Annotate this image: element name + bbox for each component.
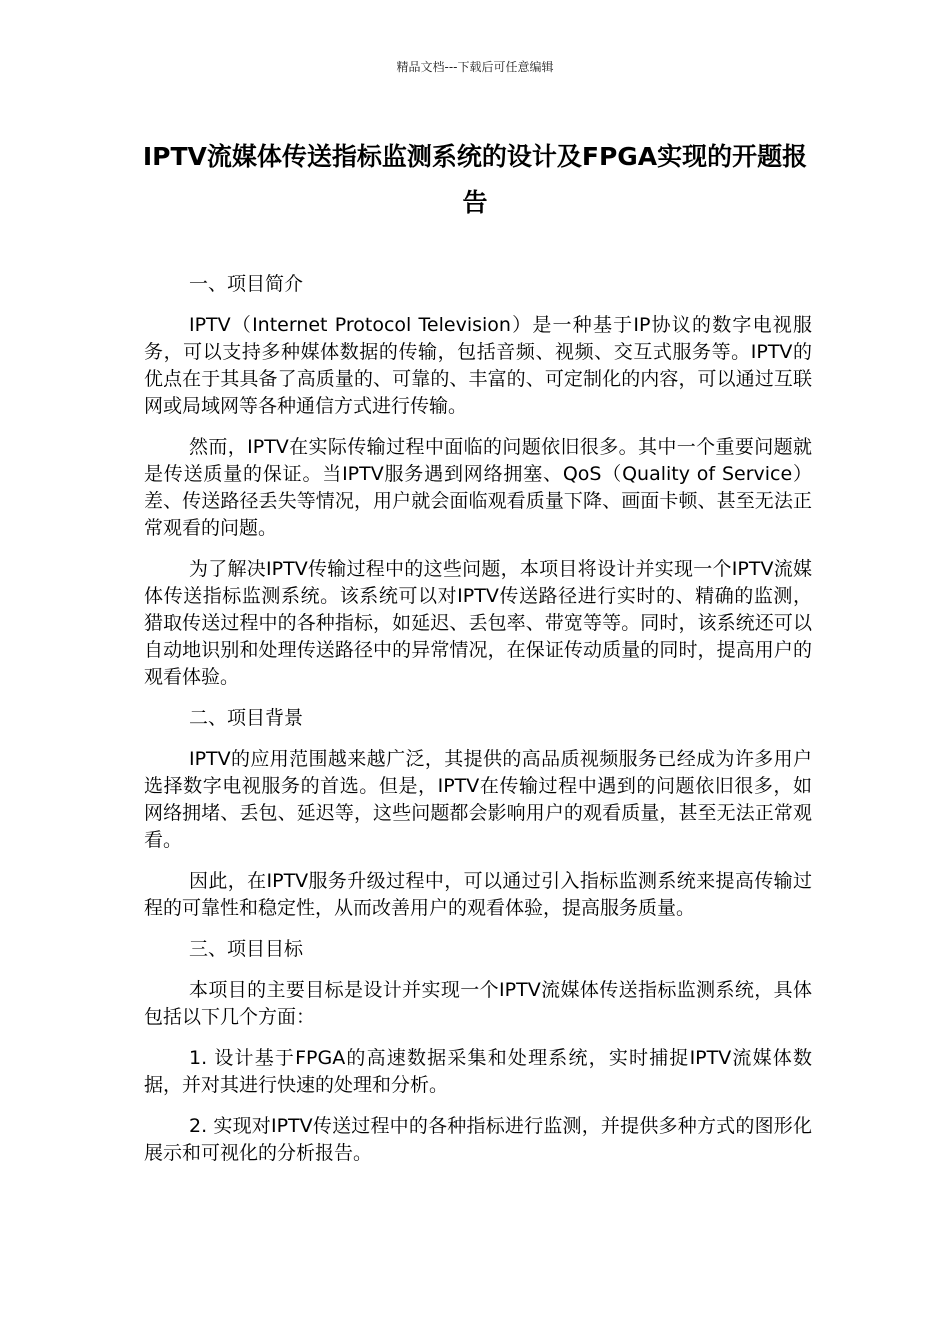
section-heading: 三、项目目标 — [189, 938, 304, 960]
paragraph: IPTV（Internet Protocol Television）是一种基于IP协议的数字电视服务，可以支持多种媒体数据的传输，包括音频、视频、交互式服务等。IPTV的优点在于其具备了高质量的、可靠的、丰富的、可定制化的内容，可以通过互联网或局域网等各种通信方式进行传输。 — [144, 314, 812, 417]
paragraph: 为了解决IPTV传输过程中的这些问题，本项目将设计并实现一个IPTV流媒体传送指标监测系统。该系统可以对IPTV传送路径进行实时的、精确的监测，猎取传送过程中的各种指标，如延迟、丢包率、带宽等等。同时，该系统还可以自动地识别和处理传送路径中的异常情况，在保证传动质量的同时，提高用户的观看体验。 — [144, 558, 812, 688]
paragraph: 因此，在IPTV服务升级过程中，可以通过引入指标监测系统来提高传输过程的可靠性和稳定性，从而改善用户的观看体验，提高服务质量。 — [144, 870, 812, 919]
list-item: 1. 设计基于FPGA的高速数据采集和处理系统，实时捕捉IPTV流媒体数据，并对其进行快速的处理和分析。 — [144, 1047, 812, 1096]
document-body — [144, 271, 812, 1181]
document-title: IPTV流媒体传送指标监测系统的设计及FPGA实现的开题报告 — [142, 142, 808, 217]
list-item: 2. 实现对IPTV传送过程中的各种指标进行监测，并提供多种方式的图形化展示和可视化的分析报告。 — [144, 1115, 812, 1164]
paragraph: 然而，IPTV在实际传输过程中面临的问题依旧很多。其中一个重要问题就是传送质量的保证。当IPTV服务遇到网络拥塞、QoS（Quality of Service）差、传送路径丢失等情况，用户就会面临观看质量下降、画面卡顿、甚至无法正常观看的问题。 — [144, 436, 812, 539]
paragraph: IPTV的应用范围越来越广泛，其提供的高品质视频服务已经成为许多用户选择数字电视服务的首选。但是，IPTV在传输过程中遇到的问题依旧很多，如网络拥堵、丢包、延迟等，这些问题都会影响用户的观看质量，甚至无法正常观看。 — [144, 748, 812, 851]
section-heading: 一、项目简介 — [189, 273, 304, 295]
section-intro — [144, 271, 812, 691]
section-background — [144, 705, 812, 922]
header-note: 精品文档---下载后可任意编辑 — [396, 60, 554, 74]
section-heading: 二、项目背景 — [189, 707, 304, 729]
paragraph: 本项目的主要目标是设计并实现一个IPTV流媒体传送指标监测系统，具体包括以下几个方面： — [144, 979, 812, 1028]
section-goals — [144, 936, 812, 1167]
